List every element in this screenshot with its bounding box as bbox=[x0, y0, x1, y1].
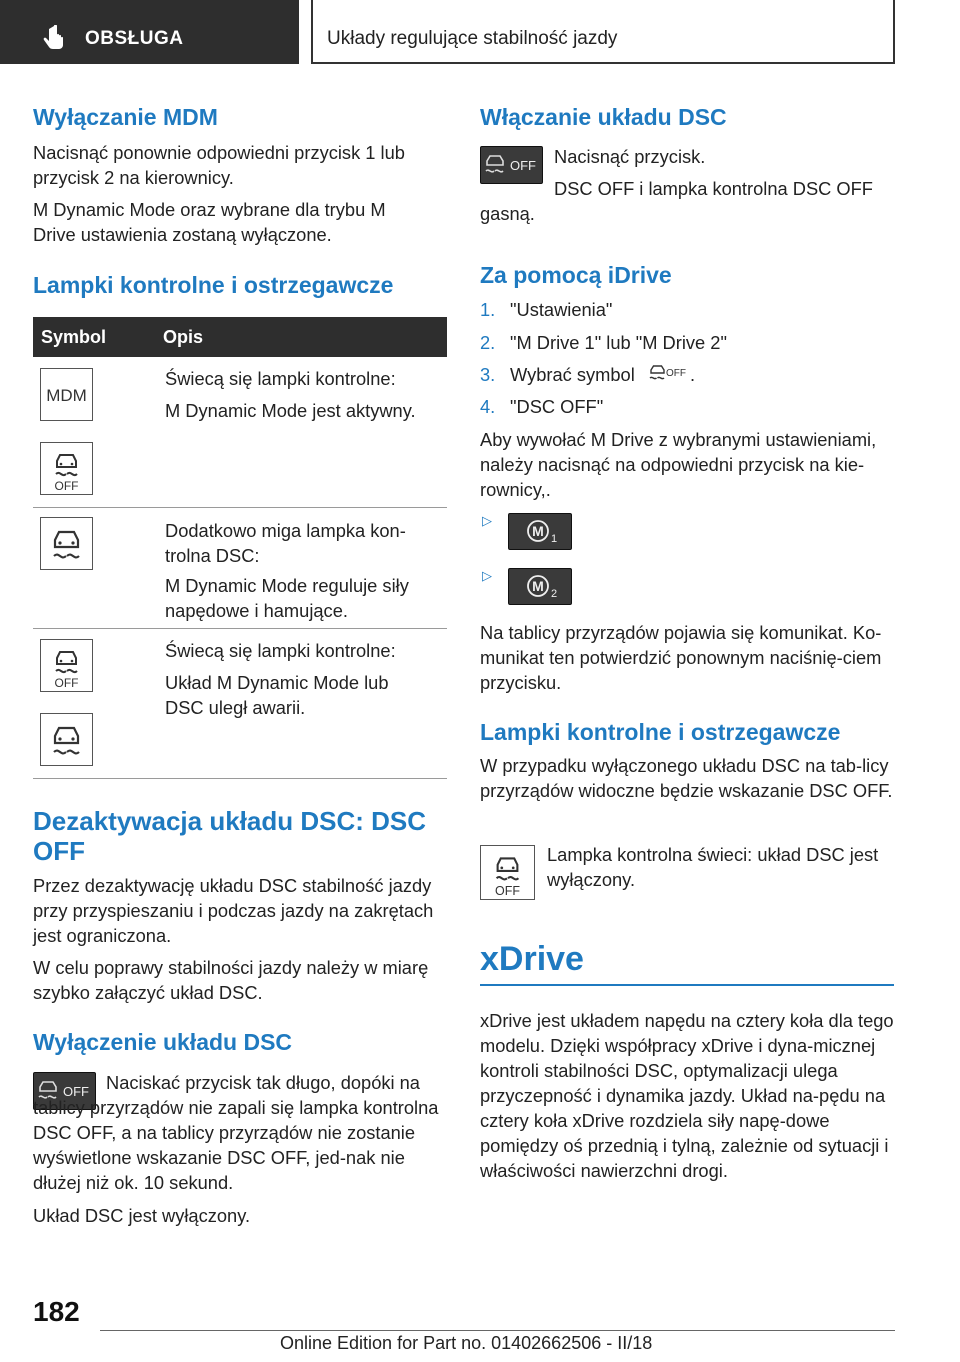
svg-text:M: M bbox=[532, 523, 544, 539]
xdrive-paragraph: xDrive jest układem napędu na cztery koła dla tego modelu. Dzięki współpracy xDrive i dyna-micznej kontroli stabilności DSC, optymalizacji ulega przyczepność i dynamika jazdy. Układ na-pędu na cztery koła xDrive rozdziela siły napę-dowe pomiędzy oś przednią i tylną, zależnie od sytuacji i właściwości nawierzchni drogi. bbox=[480, 1010, 894, 1181]
deactivation-paragraph-1: Przez dezaktywację układu DSC stabilność jazdy przy przyspieszaniu i podczas jazdy na zakrętach jest ograniczona. bbox=[33, 875, 434, 946]
bullet-triangle-icon: ▷ bbox=[482, 568, 492, 583]
svg-text:MDM: MDM bbox=[46, 386, 87, 405]
dsc-off-indicator-icon bbox=[480, 845, 535, 900]
bullet-triangle-icon: ▷ bbox=[482, 513, 492, 528]
table-row2-desc-1: Dodatkowo miga lampka kon-trolna DSC: bbox=[165, 520, 406, 566]
step-3: 3. bbox=[480, 364, 496, 385]
switch-off-heading: Wyłączenie układu DSC bbox=[33, 1029, 293, 1055]
switch-off-paragraph-2: Układ DSC jest wyłączony. bbox=[33, 1205, 251, 1226]
dsc-off-indicator-icon bbox=[40, 639, 93, 692]
switch-on-paragraph-2: DSC OFF i lampka kontrolna DSC OFF gasną. bbox=[480, 178, 873, 224]
lamps-paragraph: W przypadku wyłączonego układu DSC na tab-licy przyrządów widoczne będzie wskazanie DSC OFF. bbox=[480, 755, 893, 801]
switch-off-paragraph-1: Naciskać przycisk tak długo, dopóki na tablicy przyrządów nie zapali się lampka kontrolna DSC OFF, a na tablicy przyrządów nie zostanie wyświetlone wskazanie DSC OFF, jed-nak nie dłużej niż ok. 10 sekund. bbox=[33, 1072, 439, 1193]
page-number: 182 bbox=[33, 1296, 80, 1327]
switch-on-heading: Włączanie układu DSC bbox=[480, 104, 727, 130]
svg-text:OFF: OFF bbox=[54, 479, 79, 493]
header-section-tab bbox=[0, 0, 299, 64]
mdm-indicator-icon bbox=[40, 368, 93, 421]
mdm-off-heading: Wyłączanie MDM bbox=[33, 104, 218, 130]
header-title: Układy regulujące stabilność jazdy bbox=[327, 28, 618, 49]
footer-rule bbox=[100, 1330, 895, 1331]
table-row2-desc-2: M Dynamic Mode reguluje siły napędowe i hamujące. bbox=[165, 575, 409, 621]
m2-button-icon bbox=[508, 568, 572, 605]
dsc-off-indicator-icon bbox=[40, 442, 93, 495]
table-col-description: Opis bbox=[163, 327, 204, 347]
mdrive-paragraph: Aby wywołać M Drive z wybranymi ustawieniami, należy nacisnąć na odpowiedni przycisk na kie-rownicy,. bbox=[480, 429, 877, 500]
xdrive-heading: xDrive bbox=[480, 940, 584, 978]
table-divider bbox=[33, 507, 447, 508]
table-col-symbol: Symbol bbox=[41, 327, 107, 347]
svg-text:OFF: OFF bbox=[54, 676, 79, 690]
header-section-label: OBSŁUGA bbox=[85, 28, 184, 49]
message-paragraph: Na tablicy przyrządów pojawia się komunikat. Ko-munikat ten potwierdzić ponownym naciśnię-ciem przycisku. bbox=[480, 622, 882, 693]
step-2-text: "M Drive 1" lub "M Drive 2" bbox=[510, 332, 727, 353]
step-2: 2. bbox=[480, 332, 496, 353]
table-row3-desc-1: Świecą się lampki kontrolne: bbox=[165, 640, 396, 661]
svg-text:2: 2 bbox=[550, 588, 558, 600]
xdrive-divider bbox=[480, 984, 894, 986]
lamps-heading-right: Lampki kontrolne i ostrzegawcze bbox=[480, 719, 841, 745]
svg-text:OFF: OFF bbox=[666, 368, 686, 379]
table-divider bbox=[33, 778, 447, 779]
m1-button-icon bbox=[508, 513, 572, 550]
svg-text:OFF: OFF bbox=[495, 883, 520, 898]
idrive-heading: Za pomocą iDrive bbox=[480, 262, 672, 288]
hand-pointer-icon bbox=[40, 25, 68, 53]
table-row1-desc-2: M Dynamic Mode jest aktywny. bbox=[165, 400, 416, 421]
dsc-indicator-icon bbox=[40, 517, 93, 570]
step-1-text: "Ustawienia" bbox=[510, 299, 613, 320]
table-row3-desc-2: Układ M Dynamic Mode lub DSC uległ awarii. bbox=[165, 672, 389, 718]
deactivation-heading: Dezaktywacja układu DSC: DSC OFF bbox=[33, 806, 427, 866]
table-row1-desc-1: Świecą się lampki kontrolne: bbox=[165, 368, 396, 389]
deactivation-paragraph-2: W celu poprawy stabilności jazdy należy w miarę szybko załączyć układ DSC. bbox=[33, 957, 429, 1003]
svg-text:OFF: OFF bbox=[510, 158, 536, 173]
mdm-off-paragraph-1: Nacisnąć ponownie odpowiedni przycisk 1 lub przycisk 2 na kierownicy. bbox=[33, 142, 405, 188]
mdm-off-paragraph-2: M Dynamic Mode oraz wybrane dla trybu M Drive ustawienia zostaną wyłączone. bbox=[33, 199, 386, 245]
table-header bbox=[33, 317, 447, 357]
step-3-text: Wybrać symbol bbox=[510, 364, 635, 385]
header-title-box bbox=[311, 0, 895, 64]
svg-text:M: M bbox=[532, 578, 544, 594]
svg-text:1: 1 bbox=[550, 533, 558, 545]
step-4: 4. bbox=[480, 396, 496, 417]
lamps-heading-left: Lampki kontrolne i ostrzegawcze bbox=[33, 272, 394, 298]
footer-edition: Online Edition for Part no. 01402662506 - II/18 bbox=[280, 1333, 653, 1353]
dsc-indicator-icon bbox=[40, 713, 93, 766]
step-3-suffix: . bbox=[690, 364, 696, 385]
step-4-text: "DSC OFF" bbox=[510, 396, 604, 417]
svg-text:OFF: OFF bbox=[63, 1084, 89, 1099]
dsc-off-symbol-icon bbox=[648, 362, 686, 384]
table-divider bbox=[33, 628, 447, 629]
step-1: 1. bbox=[480, 299, 496, 320]
lamp-description: Lampka kontrolna świeci: układ DSC jest wyłączony. bbox=[547, 844, 879, 890]
switch-on-paragraph-1: Nacisnąć przycisk. bbox=[554, 146, 706, 167]
